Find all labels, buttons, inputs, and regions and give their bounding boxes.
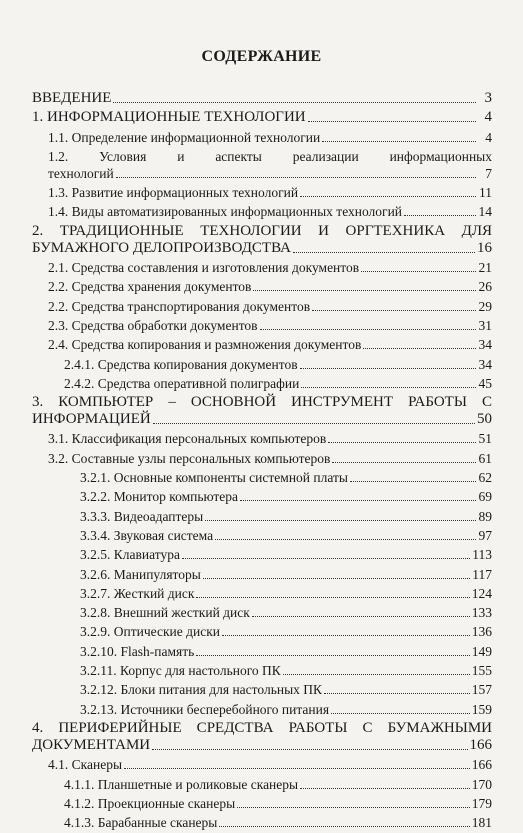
- toc-entry-title: 3.3.4. Звуковая система: [80, 527, 214, 543]
- toc-entry-page-number: 3: [484, 90, 492, 106]
- dot-leader: [324, 693, 470, 694]
- toc-entry-title: 3.2.5. Клавиатура: [80, 547, 180, 563]
- toc-entry-title: 3.2.1. Основные компоненты системной платы: [80, 470, 348, 486]
- dot-leader: [260, 329, 476, 330]
- toc-entry-title-line: 3. КОМПЬЮТЕР – ОСНОВНОЙ ИНСТРУМЕНТ РАБОТЫ С: [32, 394, 492, 411]
- toc-entry-title: 1.1. Определение информационной технологии: [48, 129, 321, 145]
- dot-leader: [182, 558, 470, 559]
- toc-entry-page-number: 136: [471, 624, 492, 640]
- toc-entry-title: 2.3. Средства обработки документов: [48, 317, 258, 333]
- toc-entry-page-number: 89: [478, 508, 492, 524]
- dot-leader: [253, 290, 476, 291]
- toc-entry-title-line: 4. ПЕРИФЕРИЙНЫЕ СРЕДСТВА РАБОТЫ С БУМАЖНЫМИ: [32, 719, 492, 736]
- dot-leader: [252, 616, 470, 617]
- toc-entry-title: 3.2.8. Внешний жесткий диск: [80, 605, 250, 621]
- dot-leader: [196, 597, 469, 598]
- toc-entry-wrapped: [32, 223, 492, 240]
- dot-leader: [153, 423, 475, 424]
- toc-entry-page-number: 97: [478, 527, 492, 543]
- toc-entry: [32, 643, 492, 660]
- dot-leader: [152, 749, 467, 750]
- dot-leader: [222, 635, 470, 636]
- toc-entry-page-number: 69: [478, 489, 492, 505]
- toc-entry-title: 4.1. Сканеры: [48, 757, 123, 773]
- toc-entry-page-number: 181: [471, 815, 492, 831]
- toc-entry-title-line: 1.2. Условия и аспекты реализации информационных: [48, 148, 492, 164]
- toc-entry: [32, 317, 492, 334]
- toc-entry: [32, 203, 492, 220]
- toc-entry-page-number: 51: [478, 431, 492, 447]
- dot-leader: [219, 826, 469, 827]
- dot-leader: [300, 368, 476, 369]
- dot-leader: [322, 141, 476, 142]
- toc-entry-title: 4.1.1. Планшетные и роликовые сканеры: [64, 776, 299, 792]
- toc-entry: [32, 604, 492, 621]
- toc-entry-page-number: 157: [471, 682, 492, 698]
- toc-entry-page-number: 61: [478, 450, 492, 466]
- dot-leader: [301, 387, 476, 388]
- toc-entry-page-number: 179: [471, 795, 492, 811]
- dot-leader: [328, 442, 476, 443]
- toc-entry-title: 3.2.2. Монитор компьютера: [80, 489, 239, 505]
- toc-entry-title: 3.2.11. Корпус для настольного ПК: [80, 663, 281, 679]
- toc-entry-title: ИНФОРМАЦИЕЙ: [32, 411, 151, 428]
- toc-entry-page-number: 149: [471, 643, 492, 659]
- toc-entry: [32, 585, 492, 602]
- dot-leader: [300, 788, 470, 789]
- toc-entry-title: 3.2. Составные узлы персональных компьютеров: [48, 450, 331, 466]
- toc-entry-title: 1.3. Развитие информационных технологий: [48, 185, 299, 201]
- dot-leader: [124, 768, 470, 769]
- toc-entry-page-number: 29: [478, 298, 492, 314]
- toc-entry: [32, 411, 492, 428]
- toc-entry-title: 2.4.1. Средства копирования документов: [64, 356, 298, 372]
- toc-entry: [32, 546, 492, 563]
- dot-leader: [283, 674, 470, 675]
- toc-entry: [32, 527, 492, 544]
- dot-leader: [404, 215, 476, 216]
- toc-entry-page-number: 117: [472, 566, 492, 582]
- toc-entry: [32, 566, 492, 583]
- toc-entry-page-number: 4: [485, 129, 492, 145]
- toc-entry: [32, 298, 492, 315]
- toc-entry: [32, 336, 492, 353]
- toc-entry-wrapped: [32, 720, 492, 737]
- toc-entry-page-number: 16: [477, 239, 492, 256]
- toc-entry-page-number: 155: [471, 663, 492, 679]
- toc-entry-title: 4.1.3. Барабанные сканеры: [64, 815, 218, 831]
- dot-leader: [113, 102, 476, 103]
- toc-entry-page-number: 166: [471, 757, 492, 773]
- toc-entry-title: 2.2. Средства транспортирования документов: [48, 298, 311, 314]
- toc-entry-page-number: 31: [478, 317, 492, 333]
- toc-entry: [32, 109, 492, 126]
- toc-entry-title: ВВЕДЕНИЕ: [32, 90, 112, 106]
- toc-entry-page-number: 21: [478, 260, 492, 276]
- toc-entry-title: 2.1. Средства составления и изготовления документов: [48, 260, 360, 276]
- toc-entry: [32, 737, 492, 754]
- toc-entry-page-number: 124: [471, 585, 492, 601]
- dot-leader: [300, 196, 476, 197]
- toc-entry-title: 3.2.6. Манипуляторы: [80, 566, 201, 582]
- toc-entry-title: 1. ИНФОРМАЦИОННЫЕ ТЕХНОЛОГИИ: [32, 109, 306, 126]
- dot-leader: [240, 500, 476, 501]
- toc-entry-page-number: 133: [471, 605, 492, 621]
- toc-entry: [32, 278, 492, 295]
- toc-entry-title: 2.4.2. Средства оперативной полиграфии: [64, 375, 300, 391]
- toc-list: [32, 88, 492, 833]
- toc-entry-page-number: 4: [484, 109, 492, 126]
- toc-entry-title: 3.2.13. Источники бесперебойного питания: [80, 701, 330, 717]
- dot-leader: [203, 578, 470, 579]
- toc-entry-page-number: 166: [469, 736, 492, 753]
- toc-entry-title: 3.2.7. Жесткий диск: [80, 585, 195, 601]
- toc-entry-title: 3.2.10. Flash-память: [80, 643, 195, 659]
- toc-entry: [32, 508, 492, 525]
- toc-entry: [32, 488, 492, 505]
- toc-entry-page-number: 34: [478, 337, 492, 353]
- dot-leader: [361, 271, 476, 272]
- toc-entry-title: 2.4. Средства копирования и размножения документов: [48, 337, 362, 353]
- toc-entry-page-number: 11: [479, 185, 492, 201]
- toc-entry-title: 2.2. Средства хранения документов: [48, 279, 252, 295]
- toc-entry-page-number: 45: [478, 375, 492, 391]
- toc-entry: [32, 240, 492, 257]
- toc-entry: [32, 469, 492, 486]
- toc-entry: [32, 259, 492, 276]
- toc-entry-page-number: 14: [478, 204, 492, 220]
- toc-entry: [32, 776, 492, 793]
- dot-leader: [312, 310, 476, 311]
- dot-leader: [196, 655, 469, 656]
- toc-entry-title: ДОКУМЕНТАМИ: [32, 736, 151, 753]
- toc-entry-page-number: 159: [471, 701, 492, 717]
- toc-entry: [32, 681, 492, 698]
- toc-entry-title: 3.1. Классификация персональных компьютеров: [48, 431, 327, 447]
- toc-entry-title: БУМАЖНОГО ДЕЛОПРОИЗВОДСТВА: [32, 239, 291, 256]
- dot-leader: [205, 520, 476, 521]
- toc-heading: СОДЕРЖАНИЕ: [201, 48, 322, 65]
- toc-entry-title: 1.4. Виды автоматизированных информационных технологий: [48, 204, 403, 220]
- dot-leader: [215, 539, 476, 540]
- toc-entry-page-number: 62: [478, 470, 492, 486]
- toc-entry: [32, 814, 492, 831]
- toc-entry-page-number: 34: [478, 356, 492, 372]
- toc-entry-wrapped: [32, 148, 492, 165]
- dot-leader: [308, 121, 476, 122]
- toc-entry: [32, 701, 492, 718]
- toc-entry: [32, 165, 492, 182]
- dot-leader: [293, 252, 475, 253]
- toc-entry-title-line: 2. ТРАДИЦИОННЫЕ ТЕХНОЛОГИИ И ОРГТЕХНИКА ДЛЯ: [32, 222, 492, 239]
- toc-entry: [32, 375, 492, 392]
- dot-leader: [363, 348, 476, 349]
- dot-leader: [332, 462, 476, 463]
- toc-entry: [32, 90, 492, 107]
- dot-leader: [350, 481, 476, 482]
- toc-entry-title: 3.2.9. Оптические диски: [80, 624, 220, 640]
- toc-entry-title: технологий: [48, 165, 114, 181]
- toc-entry-page-number: 50: [477, 411, 492, 428]
- toc-entry: [32, 356, 492, 373]
- toc-entry-title: 3.2.12. Блоки питания для настольных ПК: [80, 682, 323, 698]
- dot-leader: [116, 177, 476, 178]
- toc-entry-title: 4.1.2. Проекционные сканеры: [64, 795, 236, 811]
- dot-leader: [331, 713, 470, 714]
- toc-entry: [32, 756, 492, 773]
- toc-entry: [32, 129, 492, 146]
- toc-entry: [32, 623, 492, 640]
- toc-entry-page-number: 113: [472, 547, 492, 563]
- toc-entry: [32, 662, 492, 679]
- toc-entry-page-number: 26: [478, 279, 492, 295]
- toc-entry: [32, 430, 492, 447]
- toc-entry-page-number: 7: [485, 165, 492, 181]
- toc-entry-wrapped: [32, 394, 492, 411]
- toc-entry-page-number: 170: [471, 776, 492, 792]
- toc-entry: [32, 184, 492, 201]
- toc-entry: [32, 795, 492, 812]
- toc-entry-title: 3.3.3. Видеоадаптеры: [80, 508, 204, 524]
- dot-leader: [237, 807, 470, 808]
- toc-entry: [32, 450, 492, 467]
